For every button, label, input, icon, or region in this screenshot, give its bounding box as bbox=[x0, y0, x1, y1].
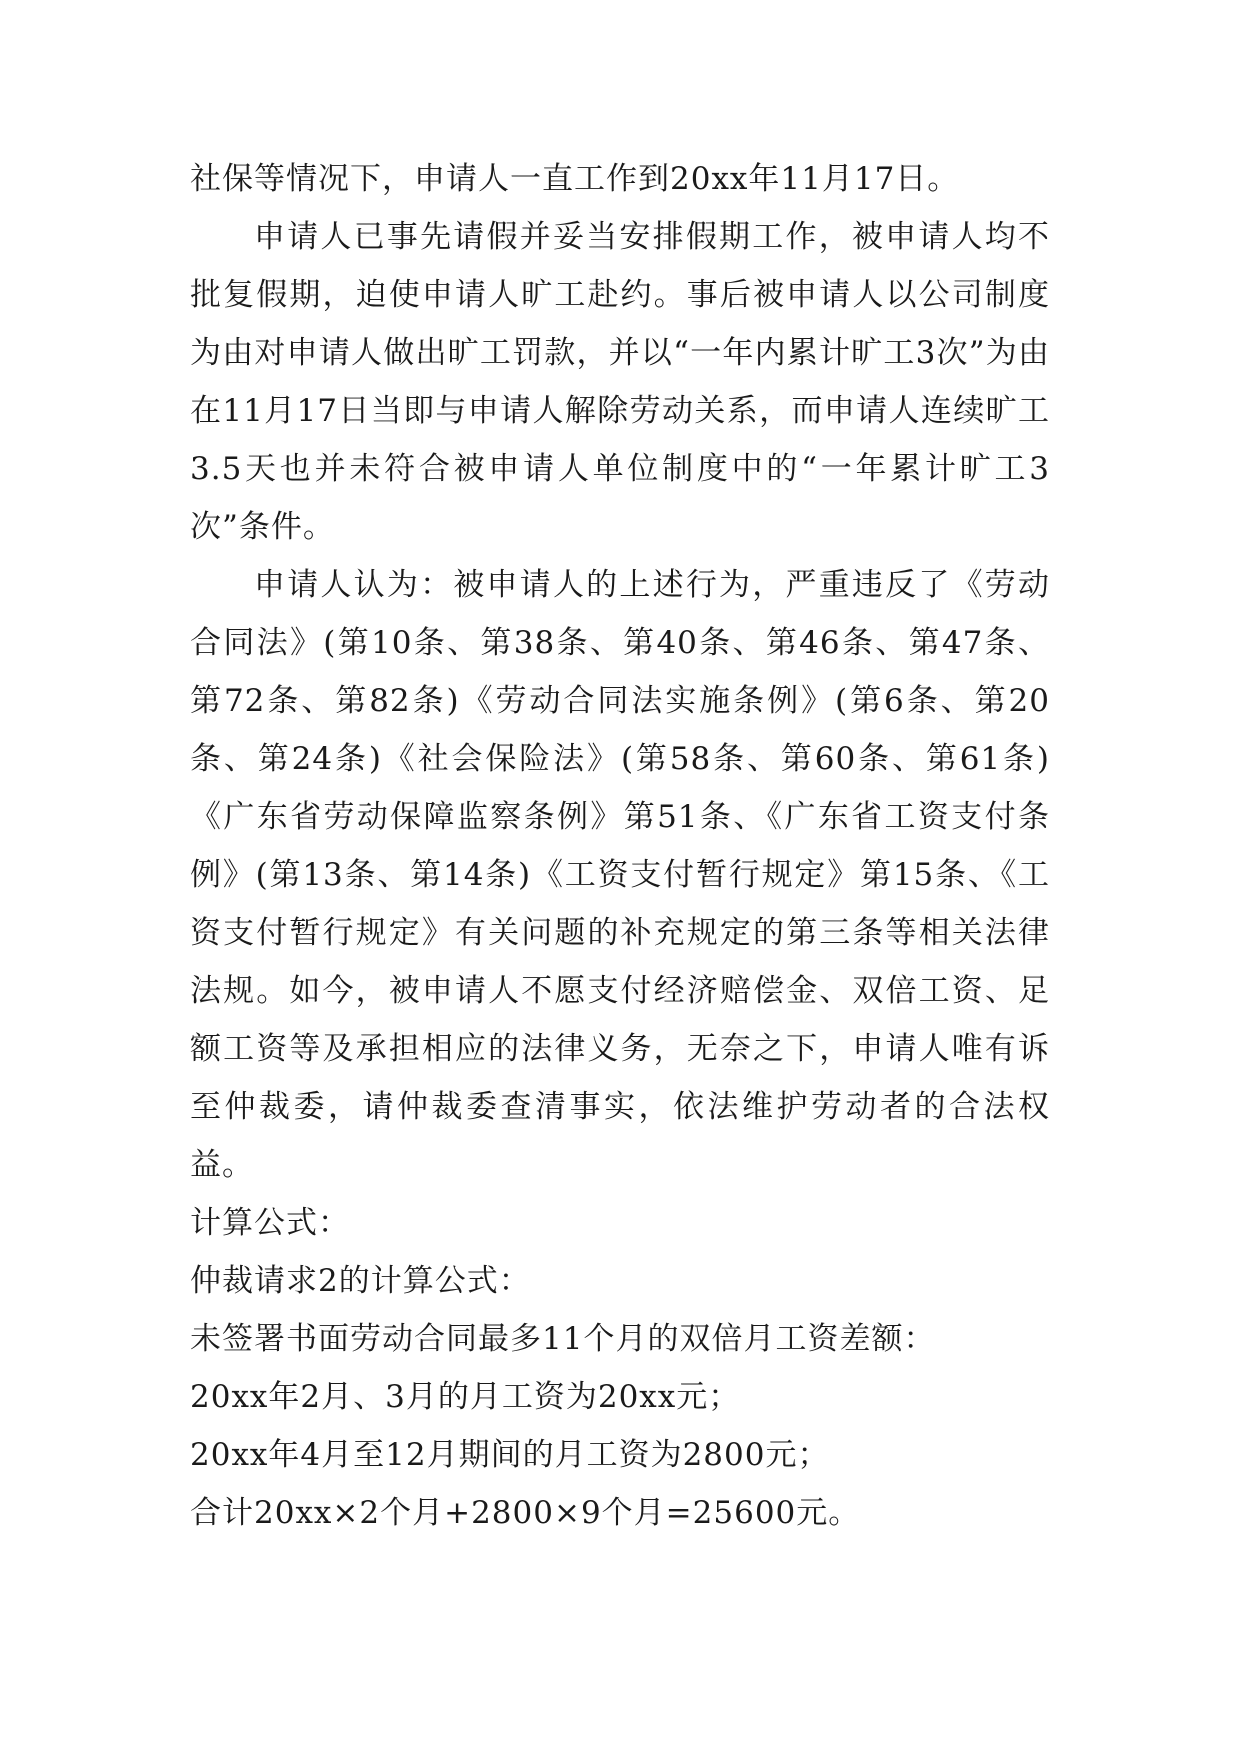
formula-heading: 计算公式： bbox=[190, 1205, 350, 1241]
paragraph-leave-absence: 申请人已事先请假并妥当安排假期工作，被申请人均不批复假期，迫使申请人旷工赴约。事后被申请人以公司制度为由对申请人做出旷工罚款，并以“一年内累计旷工3次”为由在11月17日当即与申请人解除劳动关系，而申请人连续旷工3.5天也并未符合被申请人单位制度中的“一年累计旷工3次”条件。 bbox=[190, 219, 1050, 545]
formula-line-total: 合计20xx×2个月+2800×9个月=25600元。 bbox=[190, 1495, 861, 1531]
formula-claim-2-heading: 仲裁请求2的计算公式： bbox=[190, 1263, 531, 1299]
paragraph-legal-basis: 申请人认为：被申请人的上述行为，严重违反了《劳动合同法》(第10条、第38条、第40条、第46条、第47条、第72条、第82条)《劳动合同法实施条例》(第6条、第20条、第24条)《社会保险法》(第58条、第60条、第61条)《广东省劳动保障监察条例》第51条、《广东省工资支付条例》(第13条、第14条)《工资支付暂行规定》第15条、《工资支付暂行规定》有关问题的补充规定的第三条等相关法律法规。如今，被申请人不愿支付经济赔偿金、双倍工资、足额工资等及承担相应的法律义务，无奈之下，申请人唯有诉至仲裁委，请仲裁委查清事实，依法维护劳动者的合法权益。 bbox=[190, 567, 1050, 1183]
paragraph-continuation: 社保等情况下，申请人一直工作到20xx年11月17日。 bbox=[190, 161, 960, 197]
document-body bbox=[190, 150, 1050, 1542]
formula-line-double-wage: 未签署书面劳动合同最多11个月的双倍月工资差额： bbox=[190, 1321, 936, 1357]
formula-line-feb-mar-wage: 20xx年2月、3月的月工资为20xx元； bbox=[190, 1379, 741, 1415]
formula-line-apr-dec-wage: 20xx年4月至12月期间的月工资为2800元； bbox=[190, 1437, 830, 1473]
